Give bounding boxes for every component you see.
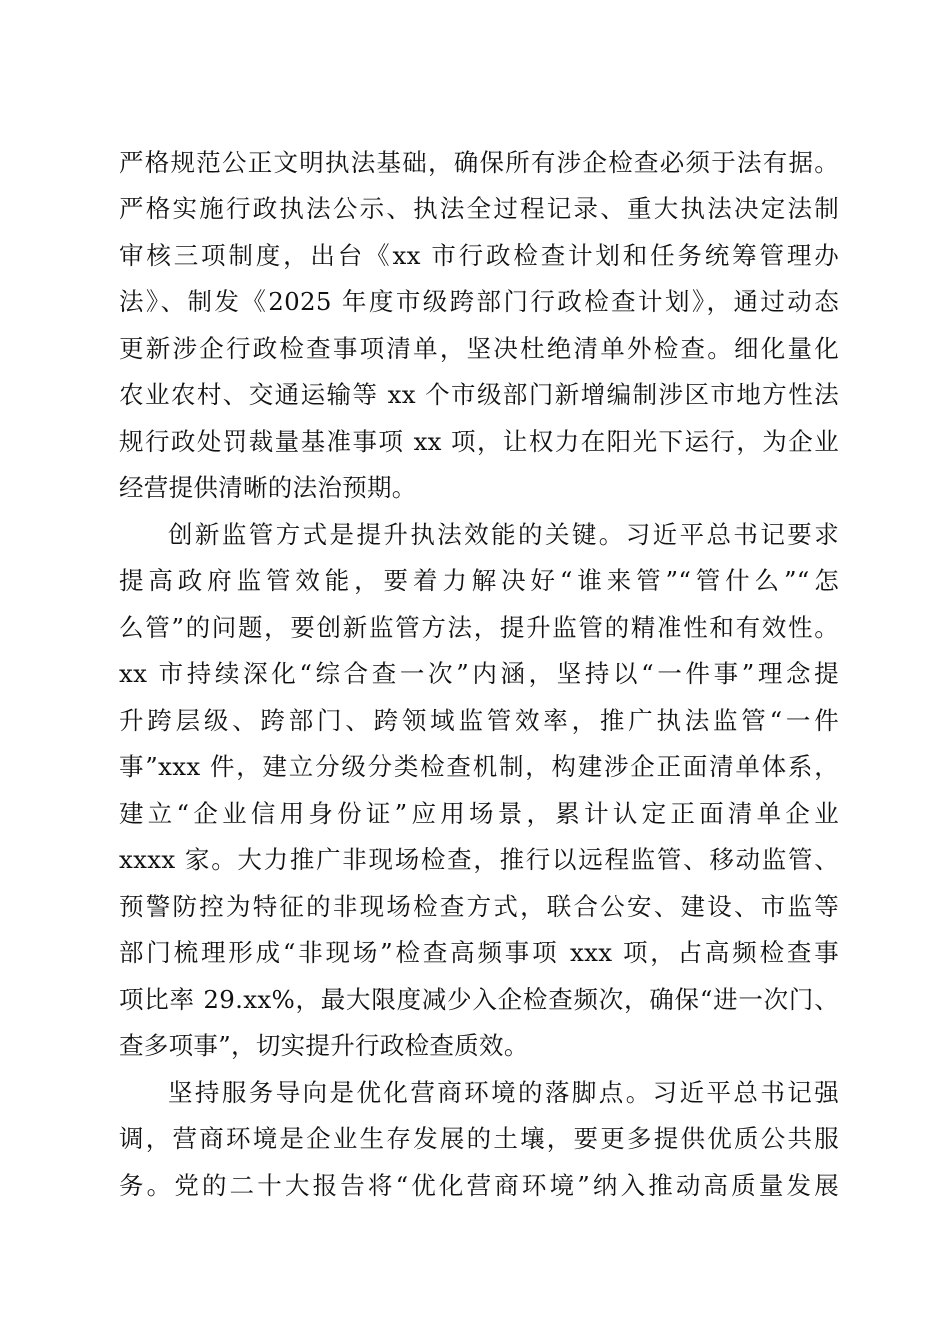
body-text-line: 坚持服务导向是优化营商环境的落脚点。习近平总书记强	[168, 1078, 839, 1107]
body-text-line: 调，营商环境是企业生存发展的土壤，要更多提供优质公共服	[119, 1124, 839, 1153]
body-text-line: 提高政府监管效能，要着力解决好“谁来管”“管什么”“怎	[119, 566, 839, 595]
body-text-line: 审核三项制度，出台《xx 市行政检查计划和任务统筹管理办	[119, 241, 839, 270]
body-text-line: 么管”的问题，要创新监管方法，提升监管的精准性和有效性。	[119, 613, 840, 642]
body-text-line: 事”xxx 件，建立分级分类检查机制，构建涉企正面清单体系，	[119, 752, 839, 781]
body-text-line: 项比率 29.xx%，最大限度减少入企检查频次，确保“进一次门、	[119, 985, 839, 1014]
body-text-line: 查多项事”，切实提升行政检查质效。	[119, 1031, 529, 1060]
body-text-line: 部门梳理形成“非现场”检查高频事项 xxx 项，占高频检查事	[119, 938, 839, 967]
body-text-line: 务。党的二十大报告将“优化营商环境”纳入推动高质量发展	[119, 1171, 839, 1200]
body-text-line: 经营提供清晰的法治预期。	[119, 473, 417, 502]
body-text-line: 严格实施行政执法公示、执法全过程记录、重大执法决定法制	[119, 194, 839, 223]
body-text-line: 升跨层级、跨部门、跨领域监管效率，推广执法监管“一件	[119, 706, 839, 735]
body-text-line: 法》、制发《2025 年度市级跨部门行政检查计划》，通过动态	[119, 287, 839, 316]
body-text-line: 创新监管方式是提升执法效能的关键。习近平总书记要求	[168, 520, 839, 549]
body-text-line: 预警防控为特征的非现场检查方式，联合公安、建设、市监等	[119, 892, 839, 921]
body-text-line: xxxx 家。大力推广非现场检查，推行以远程监管、移动监管、	[119, 845, 839, 874]
body-text-line: 规行政处罚裁量基准事项 xx 项，让权力在阳光下运行，为企业	[119, 427, 839, 456]
body-text-line: 严格规范公正文明执法基础，确保所有涉企检查必须于法有据。	[119, 148, 839, 177]
body-text-line: 农业农村、交通运输等 xx 个市级部门新增编制涉区市地方性法	[119, 380, 839, 409]
body-text-line: 建立“企业信用身份证”应用场景，累计认定正面清单企业	[119, 799, 839, 828]
body-text-line: xx 市持续深化“综合查一次”内涵，坚持以“一件事”理念提	[119, 659, 839, 688]
body-text-line: 更新涉企行政检查事项清单，坚决杜绝清单外检查。细化量化	[119, 334, 839, 363]
